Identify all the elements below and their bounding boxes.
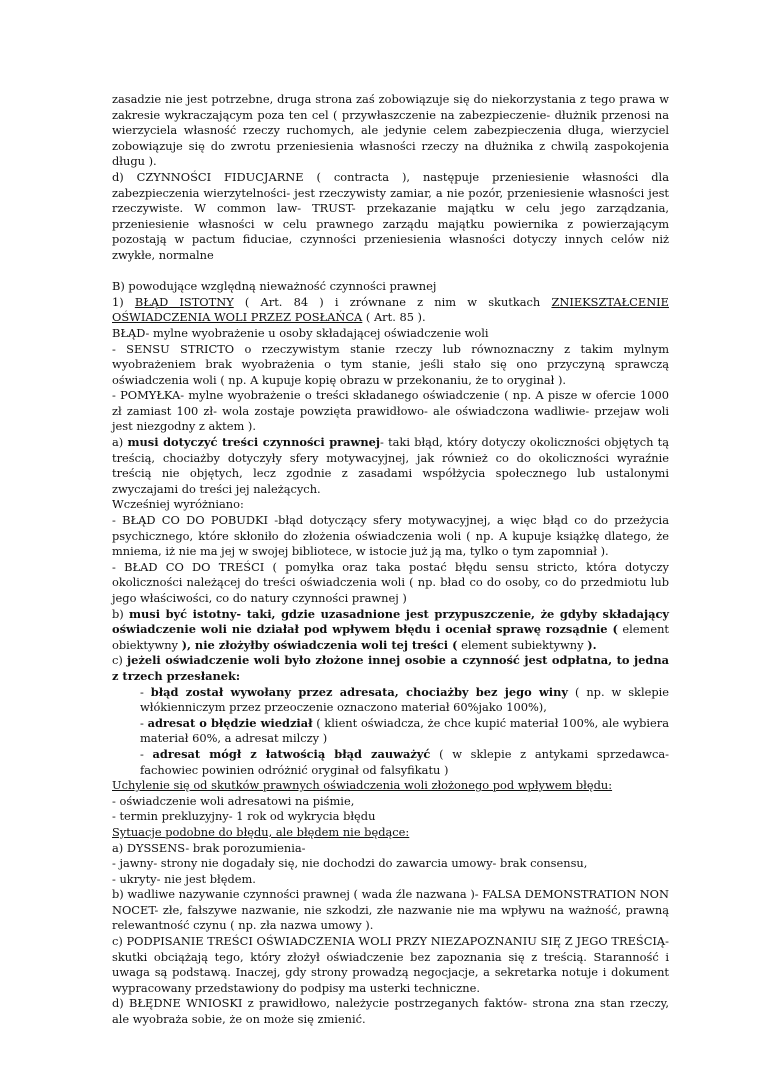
paragraph: d) BŁĘDNE WNIOSKI z prawidłowo, należycie postrzeganych faktów- strona zna stan rzeczy, ale wyobraża sobie, że on może się zmienić. bbox=[112, 996, 669, 1027]
paragraph: Wcześniej wyróżniano: bbox=[112, 497, 244, 512]
document-page bbox=[112, 92, 669, 1028]
bold-term: adresat o błędzie wiedział bbox=[147, 715, 313, 730]
paragraph: BŁĄD- mylne wyobrażenie u osoby składającej oświadczenie woli bbox=[112, 325, 489, 340]
paragraph bbox=[112, 295, 669, 326]
paragraph: a) DYSSENS- brak porozumienia- bbox=[112, 840, 306, 855]
underlined-heading: Uchylenie się od skutków prawnych oświadczenia woli złożonego pod wpływem błędu: bbox=[112, 778, 613, 793]
paragraph: - jawny- strony nie dogadały się, nie dochodzi do zawarcia umowy- brak consensu, bbox=[112, 856, 588, 871]
paragraph: b) wadliwe nazywanie czynności prawnej ( wada źle nazwana )- FALSA DEMONSTRATION NON NOCET- złe, fałszywe nazwanie, nie szkodzi, złe nazwanie nie ma wpływu na ważność, prawną relewantność czynu ( np. zła nazwa umowy ). bbox=[112, 887, 669, 933]
text-span: ( Art. 85 ). bbox=[362, 310, 426, 325]
section-heading: B) powodujące względną nieważność czynności prawnej bbox=[112, 279, 437, 294]
underlined-term: ZNIEKSZTAŁCENIE OŚWIADCZENIA WOLI PRZEZ POSŁAŃCA bbox=[112, 294, 669, 325]
paragraph: c) PODPISANIE TREŚCI OŚWIADCZENIA WOLI PRZY NIEZAPOZNANIU SIĘ Z JEGO TREŚCIĄ- skutki obciążają tego, który złożył oświadczenie bez zapoznania się z treścią. Staranność i uwaga są podstawą. Inaczej, gdy strony prowadzą negocjacje, a sekretarka notuje i dokument wypracowany przedstawiony do podpisy ma usterki techniczne. bbox=[112, 934, 669, 995]
text-span: 1) bbox=[112, 294, 135, 309]
text-span: - taki błąd, który dotyczy okoliczności objętych tą treścią, chociażby dotyczyły sfery motywacyjnej, jak również co do okoliczności wyraźnie treścią nie objętych, lecz zgodnie z zasadami współżycia społecznego lub ustalonymi zwyczajami do treści jej należących. bbox=[112, 435, 670, 496]
bold-term: adresat mógł z łatwością błąd zauważyć bbox=[152, 746, 431, 761]
text-span: - bbox=[140, 684, 151, 699]
bold-term: musi być istotny- taki, gdzie uzasadnione jest przypuszczenie, że gdyby składający oświadczenie woli nie działał pod wpływem błędu i oceniał sprawę rozsądnie ( bbox=[112, 606, 670, 637]
text-span: ( klient oświadcza, że chce kupić materiał 100%, ale wybiera materiał 60%, a adresat milczy ) bbox=[140, 715, 669, 746]
bold-term: ), nie złożyłby oświadczenia woli tej treści ( bbox=[181, 637, 458, 652]
bold-term: musi dotyczyć treści czynności prawnej bbox=[127, 435, 381, 450]
text-span: c) bbox=[112, 653, 127, 668]
indented-item bbox=[112, 747, 669, 778]
text-span: ( Art. 84 ) i zrównane z nim w skutkach bbox=[233, 294, 552, 309]
paragraph: - BŁĄD CO DO POBUDKI -błąd dotyczący sfery motywacyjnej, a więc błąd co do przeżycia psychicznego, które skłoniło do złożenia oświadczenia woli ( np. A kupuje książkę dlatego, że mniema, iż nie ma jej w swojej bibliotece, w istocie już ją ma, tylko o tym zapomniał ). bbox=[112, 513, 669, 559]
paragraph: d) CZYNNOŚCI FIDUCJARNE ( contracta ), następuje przeniesienie własności dla zabezpieczenia wierzytelności- jest rzeczywisty zamiar, a nie pozór, przeniesienie własności jest rzeczywiste. W common law- TRUST- przekazanie majątku w celu jego zarządzania, przeniesienie własności w celu prawnego zarządu majątku powiernika z powierzającym pozostają w pactum fiduciae, czynności przeniesienia własności dotyczy innych celów niż zwykłe, normalne bbox=[112, 169, 669, 262]
paragraph: zasadzie nie jest potrzebne, druga strona zaś zobowiązuje się do niekorzystania z tego prawa w zakresie wykraczającym poza ten cel ( przywłaszczenie na zabezpieczenie- dłużnik przenosi na wierzyciela własność rzeczy ruchomych, ale jedynie celem zabezpieczenia długa, wierzyciel zobowiązuje się do zwrotu przeniesienia własności rzeczy na dłużnika z chwilą zaspokojenia długu ). bbox=[112, 92, 669, 169]
indented-item bbox=[112, 716, 669, 747]
underlined-term: BŁĄD ISTOTNY bbox=[134, 294, 234, 309]
text-span: element obiektywny bbox=[112, 622, 670, 652]
text-span: - bbox=[140, 746, 153, 761]
text-span: element subiektywny bbox=[457, 637, 588, 652]
underlined-heading: Sytuacje podobne do błędu, ale błędem nie będące: bbox=[112, 824, 410, 839]
bold-term: ). bbox=[587, 637, 597, 652]
text-span: a) bbox=[112, 435, 128, 450]
text-span: ( np. w sklepie włókienniczym przez przeoczenie oznaczono materiał 60%jako 100%), bbox=[140, 684, 669, 715]
paragraph bbox=[112, 607, 669, 654]
text-span: ( w sklepie z antykami sprzedawca- fachowiec powinien odróżnić oryginał od falsyfikatu ) bbox=[140, 746, 669, 777]
paragraph: - BŁAD CO DO TREŚCI ( pomyłka oraz taka postać błędu sensu stricto, która dotyczy okoliczności należącej do treści oświadczenia woli ( np. bład co do osoby, co do przedmiotu lub jego właściwości, co do natury czynności prawnej ) bbox=[112, 559, 669, 605]
bold-term: jeżeli oświadczenie woli było złożone innej osobie a czynność jest odpłatna, to jedna z trzech przesłanek: bbox=[112, 653, 669, 683]
paragraph: - POMYŁKA- mylne wyobrażenie o treści składanego oświadczenie ( np. A pisze w ofercie 1000 zł zamiast 100 zł- wola zostaje powzięta prawidłowo- ale oświadczona wadliwie- przejaw woli jest niezgodny z aktem ). bbox=[112, 388, 669, 434]
text-span: b) bbox=[112, 606, 129, 621]
bold-term: błąd został wywołany przez adresata, chociażby bez jego winy bbox=[150, 684, 569, 699]
paragraph: - oświadczenie woli adresatowi na piśmie, bbox=[112, 793, 355, 808]
paragraph: - SENSU STRICTO o rzeczywistym stanie rzeczy lub równoznaczny z takim mylnym wyobrażeniem brak wyobrażenia o tym stanie, jeśli stało się ono przyczyną sprawczą oświadczenia woli ( np. A kupuje kopię obrazu w przekonaniu, że to oryginał ). bbox=[112, 341, 669, 387]
paragraph-gap bbox=[112, 264, 669, 280]
paragraph bbox=[112, 653, 669, 684]
paragraph: - ukryty- nie jest błędem. bbox=[112, 871, 256, 886]
indented-item bbox=[112, 685, 669, 716]
text-span: - bbox=[140, 715, 148, 730]
paragraph bbox=[112, 435, 669, 497]
paragraph: - termin prekluzyjny- 1 rok od wykrycia błędu bbox=[112, 809, 376, 824]
